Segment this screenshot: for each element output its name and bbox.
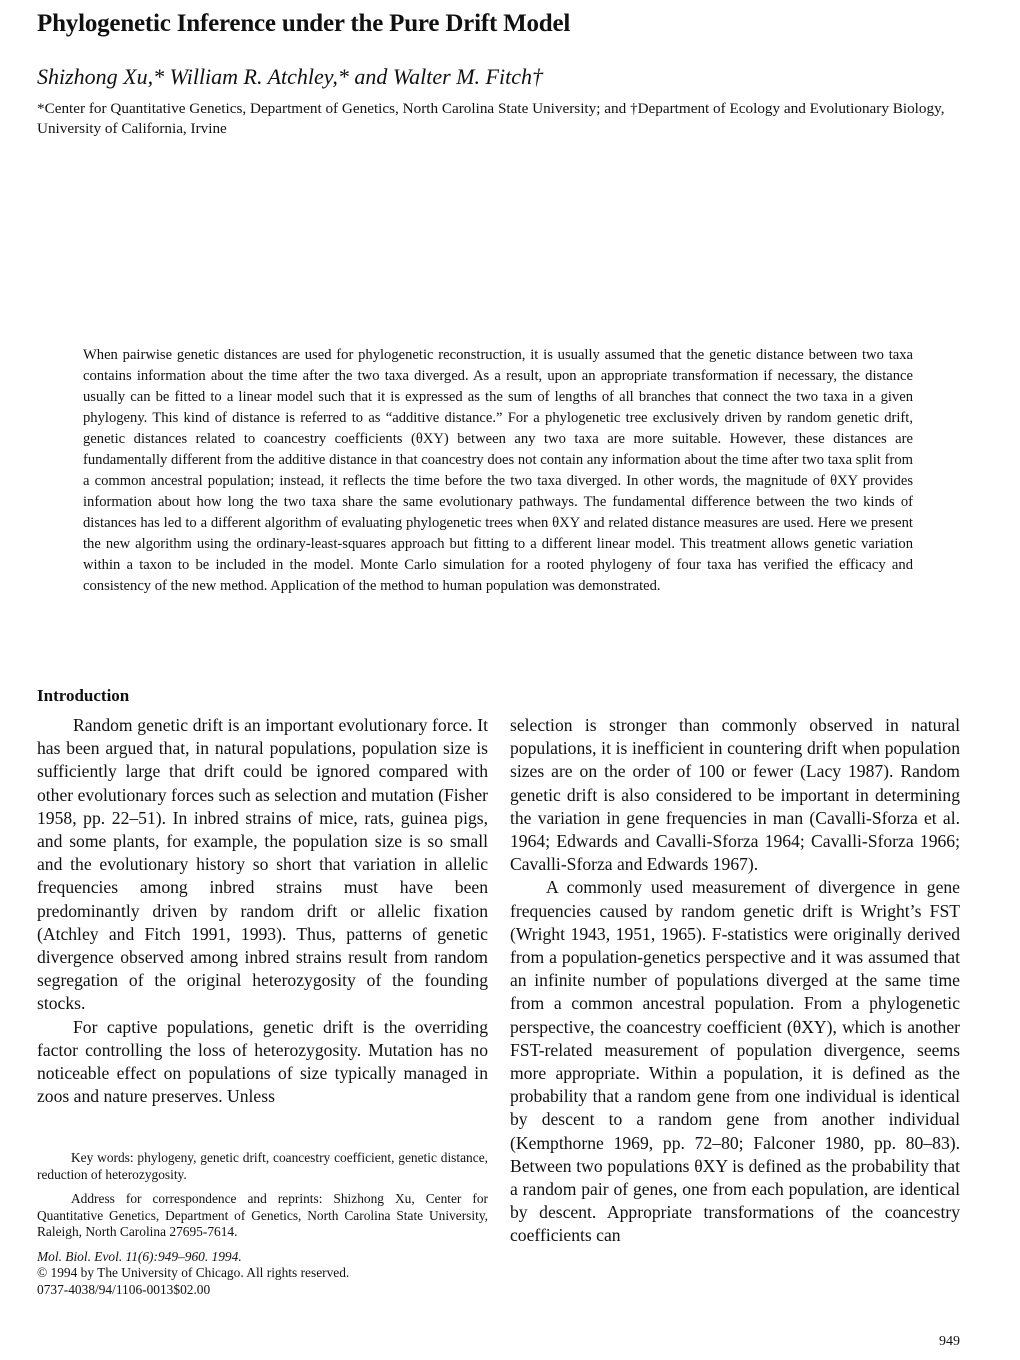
section-heading-introduction: Introduction (37, 686, 130, 705)
body-column-right (510, 714, 960, 1248)
abstract: When pairwise genetic distances are used for phylogenetic reconstruction, it is usually assumed that the genetic distance between two taxa contains information about the time after the two taxa diverged. As a result, upon an appropriate transformation if necessary, the distance usually can be fitted to a linear model such that it is expressed as the sum of lengths of all branches that connect the two taxa in a given phylogeny. This kind of distance is referred to as “additive distance.” For a phylogenetic tree exclusively driven by random genetic drift, genetic distances related to coancestry coefficients (θXY) between any two taxa are more suitable. However, these distances are fundamentally different from the additive distance in that coancestry does not contain any information about the time after two taxa split from a common ancestral population; instead, it reflects the time before the two taxa diverged. In other words, the magnitude of θXY provides information about how long the two taxa share the same evolutionary pathways. The fundamental difference between the two kinds of distances has led to a different algorithm of evaluating phylogenetic trees when θXY and related distance measures are used. Here we present the new algorithm using the ordinary-least-squares approach but fitting to a different linear model. This treatment allows genetic variation within a taxon to be included in the model. Monte Carlo simulation for a rooted phylogeny of four taxa has verified the efficacy and consistency of the new method. Application of the method to human population was demonstrated. (83, 347, 913, 594)
author-affiliations: *Center for Quantitative Genetics, Department of Genetics, North Carolina State University; and †Department of Ecology and Evolutionary Biology, University of California, Irvine (37, 100, 945, 137)
author-list: Shizhong Xu,* William R. Atchley,* and Walter M. Fitch† (37, 64, 543, 89)
correspondence-address: Address for correspondence and reprints: Shizhong Xu, Center for Quantitative Genetics, Department of Genetics, North Carolina State University, Raleigh, North Carolina 27695-7614. (37, 1191, 488, 1239)
keywords: Key words: phylogeny, genetic drift, coancestry coefficient, genetic distance, reduction of heterozygosity. (37, 1150, 488, 1182)
first-page-footnotes (37, 1150, 488, 1298)
body-paragraph: A commonly used measurement of divergence in gene frequencies caused by random genetic drift is Wright’s FST (Wright 1943, 1951, 1965). F-statistics were originally derived from a population-genetics perspective and it was assumed that an infinite number of populations diverged at the same time from a common ancestral population. From a phylogenetic perspective, the coancestry coefficient (θXY), which is another FST-related measurement of population divergence, seems more appropriate. Within a population, it is defined as the probability that a random gene from one individual is identical by descent to a random gene from another individual (Kempthorne 1969, pp. 72–80; Falconer 1980, pp. 80–83). Between two populations θXY is defined as the probability that a random pair of genes, one from each population, are identical by descent. Appropriate transformations of the coancestry coefficients can (510, 877, 960, 1246)
paper-title: Phylogenetic Inference under the Pure Drift Model (37, 10, 571, 37)
body-paragraph: selection is stronger than commonly observed in natural populations, it is inefficient in countering drift when population sizes are on the order of 100 or fewer (Lacy 1987). Random genetic drift is also considered to be important in determining the variation in gene frequencies in man (Cavalli-Sforza et al. 1964; Edwards and Cavalli-Sforza 1964; Cavalli-Sforza 1966; Cavalli-Sforza and Edwards 1967). (510, 715, 960, 875)
body-paragraph: Random genetic drift is an important evolutionary force. It has been argued that, in natural populations, population size is sufficiently large that drift could be ignored compared with other evolutionary forces such as selection and mutation (Fisher 1958, pp. 22–51). In inbred strains of mice, rats, guinea pigs, and some plants, for example, the population size is so small and the evolutionary history so short that variation in allelic frequencies among inbred strains must have been predominantly driven by random drift or allelic fixation (Atchley and Fitch 1991, 1993). Thus, patterns of genetic divergence observed among inbred strains result from random segregation of the original heterozygosity of the founding stocks. (37, 715, 488, 1014)
body-paragraph: For captive populations, genetic drift is the overriding factor controlling the loss of heterozygosity. Mutation has no noticeable effect on populations of size typically managed in zoos and nature preserves. Unless (37, 1016, 488, 1107)
page-number: 949 (939, 1334, 960, 1349)
body-column-left (37, 714, 488, 1108)
journal-citation: Mol. Biol. Evol. 11(6):949–960. 1994. (37, 1248, 242, 1264)
copyright-notice: © 1994 by The University of Chicago. All rights reserved. (37, 1265, 350, 1280)
issn-code: 0737-4038/94/1106-0013$02.00 (37, 1281, 211, 1297)
